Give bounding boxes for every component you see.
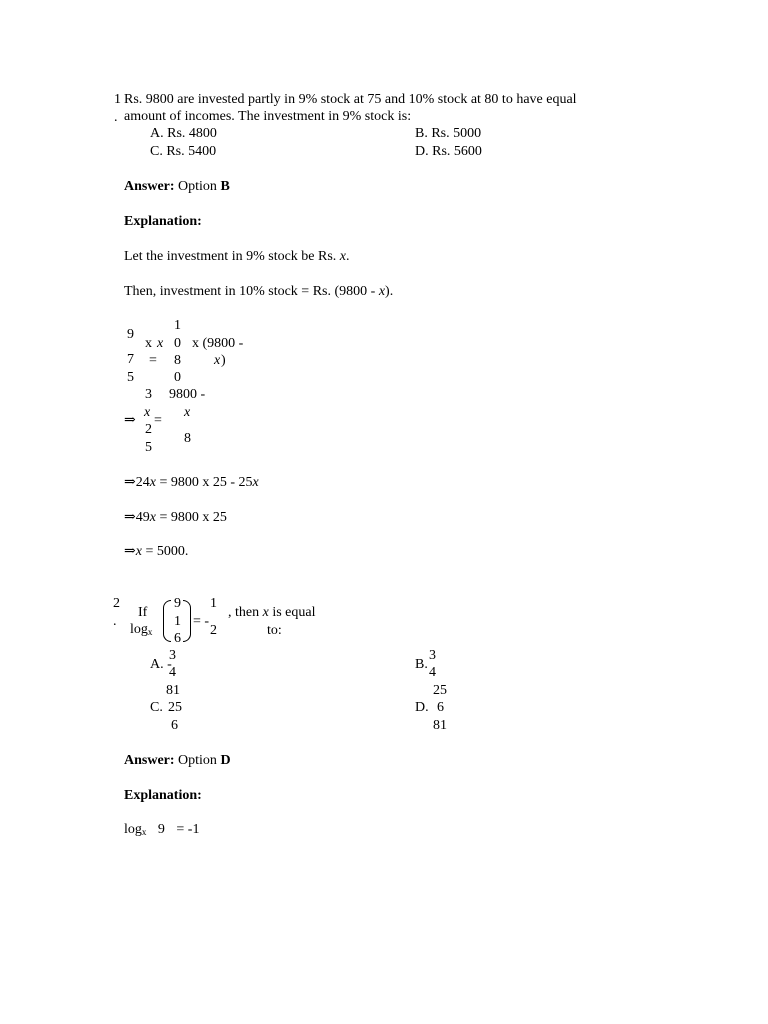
question-number: 2: [113, 596, 120, 611]
option-a-num: 3: [169, 648, 176, 663]
right-paren-icon: [183, 600, 191, 642]
question-number: 1: [114, 92, 121, 107]
option-a-label: A. -: [150, 657, 172, 672]
option-c-den: 6: [171, 718, 178, 733]
eq1-close: ): [221, 353, 226, 368]
option-d-den: 81: [433, 718, 447, 733]
q2-equals-minus: = -: [193, 614, 210, 629]
eq1-var: x: [157, 336, 164, 351]
eq3-rhs-var: x: [252, 475, 259, 490]
eq3-rhs: = 9800 x 25 - 25: [155, 475, 253, 490]
explanation-heading: Explanation:: [124, 788, 202, 803]
log-text: log: [130, 622, 148, 637]
eq1-frac2-den: 8: [174, 353, 181, 368]
equation-3: [124, 475, 259, 491]
q2-rhs-den: 2: [210, 623, 217, 638]
option-b-label: B.: [415, 657, 428, 672]
explanation-heading: Explanation:: [124, 214, 202, 229]
answer-line: [124, 753, 231, 769]
then-end: is equal: [272, 605, 316, 620]
q2-then-clause: [228, 605, 315, 621]
eq4-rhs: = 9800 x 25: [155, 510, 227, 525]
option-c-mid: 25: [168, 700, 182, 715]
eq5-var: x: [135, 544, 142, 559]
eq1-times: x: [145, 336, 152, 351]
q2-to: to:: [267, 623, 282, 638]
eq3-var: x: [149, 475, 156, 490]
option-c-label: C.: [150, 700, 163, 715]
step-variable: x: [378, 284, 386, 299]
explanation-step-1: [124, 822, 199, 840]
answer-label: Answer:: [124, 753, 175, 768]
eq1-frac2-mid: 0: [174, 336, 181, 351]
then-text: , then: [228, 605, 260, 620]
q2-rhs-num: 1: [210, 596, 217, 611]
step-end: ).: [385, 284, 394, 299]
option-d-mid: 6: [437, 700, 444, 715]
option-a[interactable]: A. Rs. 4800: [150, 126, 217, 141]
equation-5: [124, 544, 188, 560]
eq2-var: x: [144, 405, 151, 420]
eq2-den2: 8: [184, 431, 191, 446]
eq4-var: x: [149, 510, 156, 525]
eq1-equals: =: [149, 353, 157, 368]
arrow-icon: ⇒: [124, 475, 136, 490]
explanation-step-2: [124, 284, 393, 300]
eq1-frac1-den: 5: [127, 370, 134, 385]
q2-log: [130, 622, 152, 640]
option-b[interactable]: B. Rs. 5000: [415, 126, 482, 141]
eq2-equals: =: [154, 413, 162, 428]
eq5-rhs: = 5000.: [141, 544, 189, 559]
answer-option-word: Option: [178, 179, 217, 194]
eq2-den1b: 5: [145, 440, 152, 455]
option-b-den: 4: [429, 665, 436, 680]
answer-line: [124, 179, 230, 195]
matrix-mid: 1: [174, 614, 181, 629]
question-text-line2: amount of incomes. The investment in 9% stock is:: [124, 109, 412, 124]
log-subscript: x: [141, 827, 147, 837]
option-d-num: 25: [433, 683, 447, 698]
log-text: log: [124, 822, 142, 837]
arrow-icon: ⇒: [124, 510, 136, 525]
answer-label: Answer:: [124, 179, 175, 194]
log-arg: 9: [157, 822, 165, 837]
eq1-frac2-num: 1: [174, 318, 181, 333]
option-d[interactable]: D. Rs. 5600: [415, 144, 482, 159]
answer-letter: B: [220, 179, 230, 194]
option-a-den: 4: [169, 665, 176, 680]
eq4-lhs: 49: [135, 510, 150, 525]
eq2-num2-var: x: [184, 405, 191, 420]
arrow-icon: ⇒: [124, 413, 136, 428]
option-c[interactable]: C. Rs. 5400: [150, 144, 217, 159]
then-var: x: [262, 605, 269, 620]
eq1-frac2-last: 0: [174, 370, 181, 385]
question-number-dot: .: [114, 110, 118, 125]
option-c-num: 81: [166, 683, 180, 698]
left-paren-icon: [163, 600, 171, 642]
explanation-step-1: [124, 249, 350, 265]
step-text: Let the investment in 9% stock be Rs.: [124, 249, 337, 264]
answer-option-word: Option: [178, 753, 217, 768]
question-text-line1: Rs. 9800 are invested partly in 9% stock at 75 and 10% stock at 80 to have equal: [124, 92, 577, 107]
matrix-bot: 6: [174, 631, 181, 646]
log-subscript: x: [147, 627, 153, 637]
option-b-num: 3: [429, 648, 436, 663]
matrix-top: 9: [174, 596, 181, 611]
step-end: .: [346, 249, 350, 264]
option-d-label: D.: [415, 700, 429, 715]
equation-4: [124, 510, 227, 526]
eq1-times2: x (9800 -: [192, 336, 244, 351]
arrow-icon: ⇒: [124, 544, 136, 559]
question-number-dot: .: [113, 614, 117, 629]
eq2-den1: 2: [145, 422, 152, 437]
eq1-frac1-mid: 7: [127, 352, 134, 367]
step-variable: x: [339, 249, 347, 264]
eq2-num1: 3: [145, 387, 152, 402]
q2-if: If: [138, 605, 148, 620]
step-text: Then, investment in 10% stock = Rs. (9800 -: [124, 284, 376, 299]
eq1-var2: x: [214, 353, 221, 368]
answer-letter: D: [220, 753, 231, 768]
log-rhs: = -1: [176, 822, 200, 837]
eq1-frac1-num: 9: [127, 327, 134, 342]
eq3-lhs: 24: [135, 475, 150, 490]
eq2-num2: 9800 -: [169, 387, 206, 402]
